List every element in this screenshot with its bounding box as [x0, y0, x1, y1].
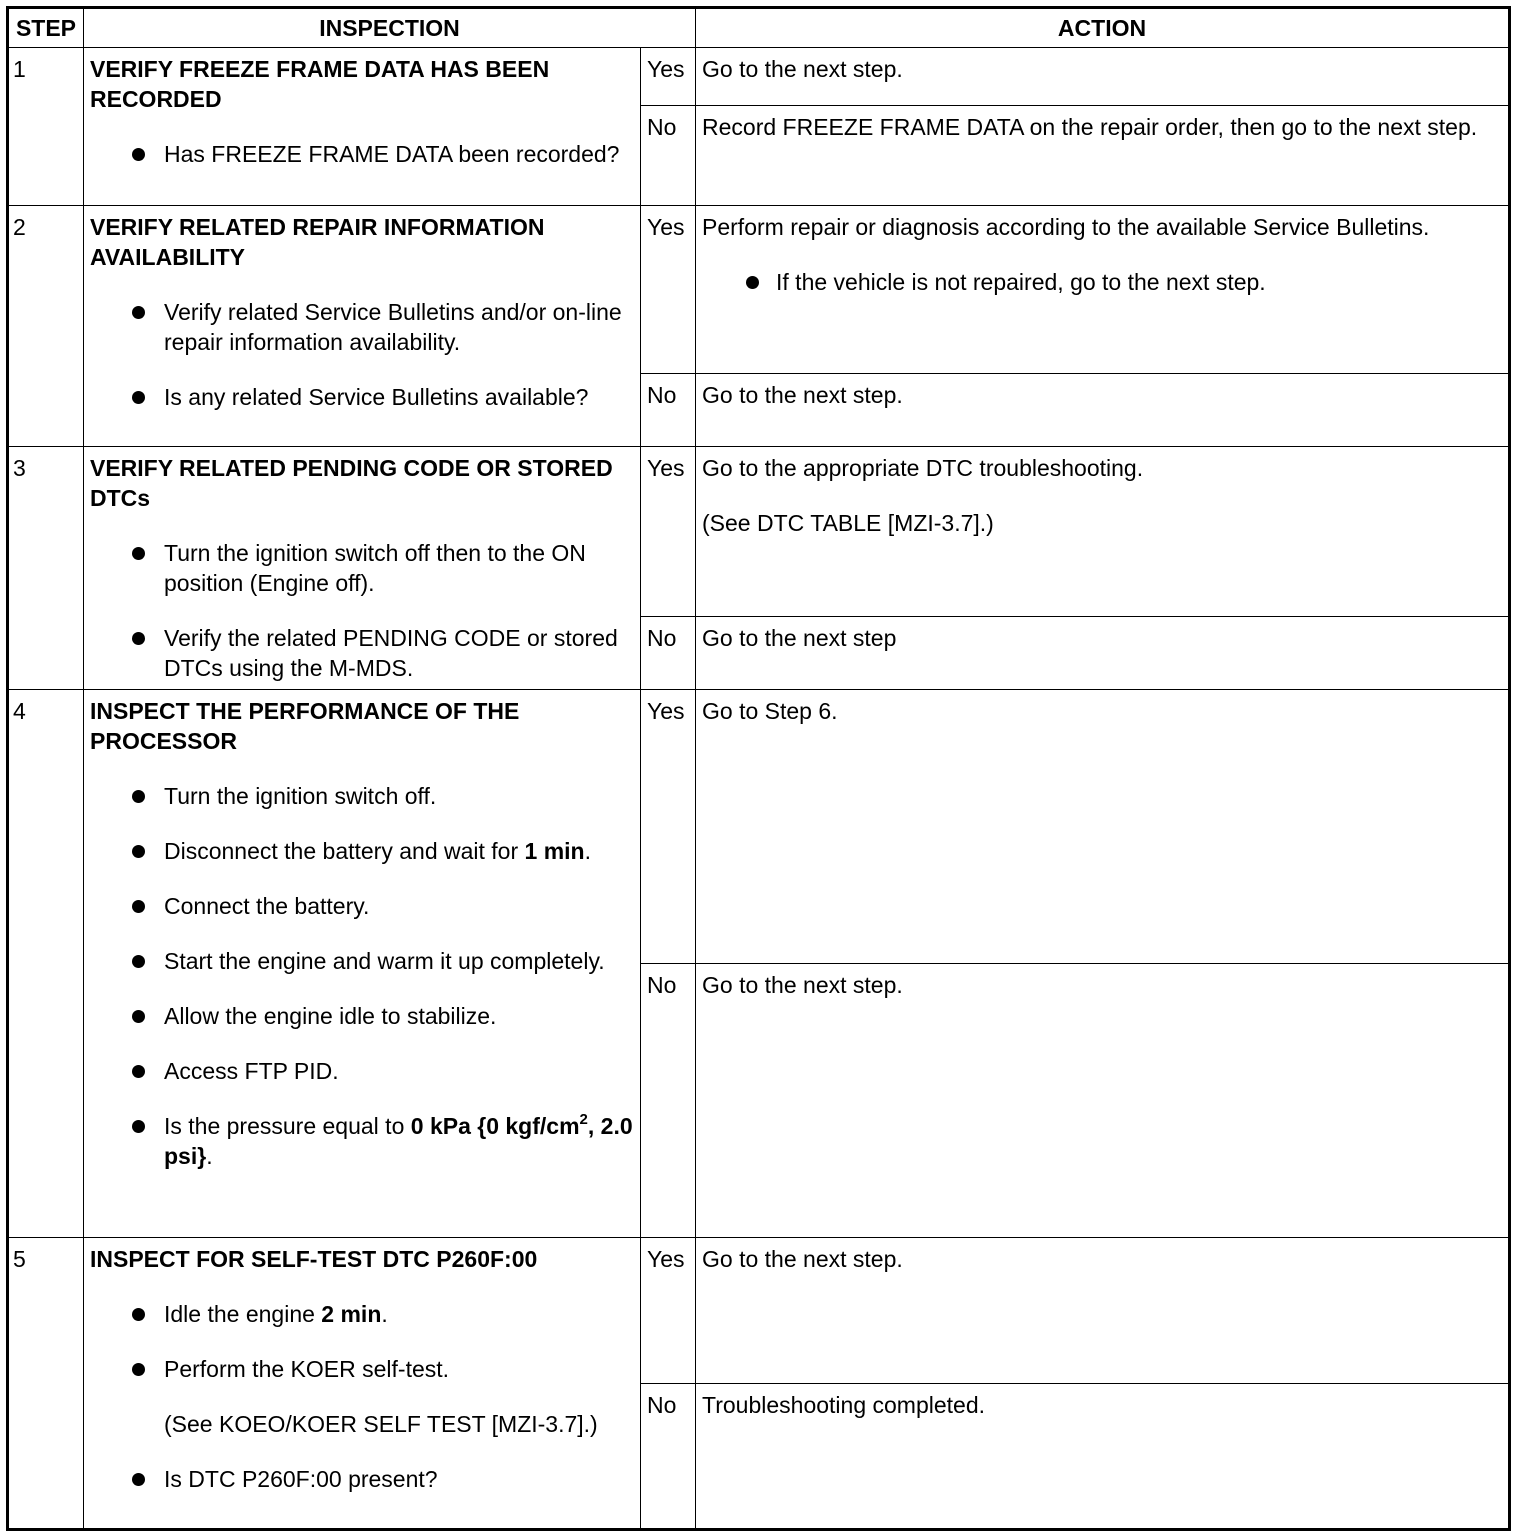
diagnostic-procedure-table	[6, 6, 1511, 1531]
step-inspection	[84, 206, 641, 447]
bullet-icon	[132, 547, 145, 560]
inspection-bullet: Turn the ignition switch off then to the ON position (Engine off).	[90, 538, 634, 598]
step-number: 5	[8, 1238, 84, 1530]
step-title: VERIFY FREEZE FRAME DATA HAS BEEN RECORDED	[90, 56, 550, 112]
step-3-yes-row	[8, 447, 1510, 617]
step-number: 3	[8, 447, 84, 690]
reference-note: (See DTC TABLE [MZI-3.7].)	[702, 510, 994, 536]
inspection-bullet: Start the engine and warm it up completely.	[90, 946, 634, 976]
inspection-bullet: Is any related Service Bulletins available?	[90, 382, 634, 412]
header-action: ACTION	[696, 8, 1510, 48]
yes-label: Yes	[641, 206, 696, 374]
inspection-bullet: Has FREEZE FRAME DATA been recorded?	[90, 139, 634, 169]
no-label: No	[641, 1384, 696, 1530]
step-4-yes-row	[8, 690, 1510, 964]
step-2-yes-row	[8, 206, 1510, 374]
step-number: 4	[8, 690, 84, 1238]
no-label: No	[641, 964, 696, 1238]
bullet-icon	[132, 790, 145, 803]
bullet-icon	[132, 1010, 145, 1023]
bullet-icon	[132, 1363, 145, 1376]
step-title: VERIFY RELATED REPAIR INFORMATION AVAILABILITY	[90, 214, 545, 270]
inspection-bullet: Access FTP PID.	[90, 1056, 634, 1086]
inspection-bullet: Turn the ignition switch off.	[90, 781, 634, 811]
no-action: Go to the next step	[696, 616, 1510, 689]
inspection-bullet: Verify the related PENDING CODE or stored DTCs using the M-MDS.	[90, 623, 634, 683]
step-title: INSPECT THE PERFORMANCE OF THE PROCESSOR	[90, 698, 520, 754]
yes-label: Yes	[641, 447, 696, 617]
header-step: STEP	[8, 8, 84, 48]
yes-action: Go to the appropriate DTC troubleshooting. (See DTC TABLE [MZI-3.7].)	[696, 447, 1510, 617]
action-bullet: If the vehicle is not repaired, go to the next step.	[702, 267, 1502, 297]
no-label: No	[641, 616, 696, 689]
yes-action: Go to Step 6.	[696, 690, 1510, 964]
bullet-icon	[132, 1065, 145, 1078]
inspection-bullet: Allow the engine idle to stabilize.	[90, 1001, 634, 1031]
inspection-bullet: Perform the KOER self-test.	[90, 1354, 634, 1384]
step-1-yes-row	[8, 48, 1510, 106]
bullet-icon	[132, 391, 145, 404]
yes-action: Go to the next step.	[696, 1238, 1510, 1384]
bullet-icon	[132, 632, 145, 645]
no-action: Troubleshooting completed.	[696, 1384, 1510, 1530]
step-inspection	[84, 48, 641, 206]
bullet-icon	[132, 1120, 145, 1133]
yes-label: Yes	[641, 1238, 696, 1384]
step-title: INSPECT FOR SELF-TEST DTC P260F:00	[90, 1246, 538, 1272]
idle-time: 2 min	[321, 1301, 382, 1327]
inspection-bullet: Disconnect the battery and wait for 1 min.	[90, 836, 634, 866]
header-row	[8, 8, 1510, 48]
bullet-icon	[132, 845, 145, 858]
bullet-icon	[132, 1308, 145, 1321]
pressure-spec: 0 kPa {0 kgf/$cm^2$, 2.0 psi}	[164, 1111, 633, 1169]
bullet-icon	[746, 276, 759, 289]
yes-action: Go to the next step.	[696, 48, 1510, 106]
bullet-icon	[132, 1473, 145, 1486]
inspection-bullet: Idle the engine 2 min.	[90, 1299, 634, 1329]
bullet-icon	[132, 148, 145, 161]
no-action: Go to the next step.	[696, 964, 1510, 1238]
step-inspection	[84, 690, 641, 1238]
bullet-icon	[132, 900, 145, 913]
no-label: No	[641, 106, 696, 206]
header-inspection: INSPECTION	[84, 8, 696, 48]
no-action: Go to the next step.	[696, 374, 1510, 447]
inspection-bullet: Verify related Service Bulletins and/or on-line repair information availability.	[90, 297, 634, 357]
step-number: 1	[8, 48, 84, 206]
bullet-icon	[132, 306, 145, 319]
inspection-bullet: Is DTC P260F:00 present?	[90, 1464, 634, 1494]
inspection-bullet: Connect the battery.	[90, 891, 634, 921]
no-action: Record FREEZE FRAME DATA on the repair order, then go to the next step.	[696, 106, 1510, 206]
wait-time: 1 min	[524, 838, 585, 864]
step-inspection	[84, 1238, 641, 1530]
inspection-bullet: Is the pressure equal to 0 kPa {0 kgf/$cm^2$, 2.0 psi}.	[90, 1111, 634, 1171]
step-number: 2	[8, 206, 84, 447]
step-inspection	[84, 447, 641, 690]
reference-note: (See KOEO/KOER SELF TEST [MZI-3.7].)	[164, 1411, 598, 1437]
step-title: VERIFY RELATED PENDING CODE OR STORED DTCs	[90, 455, 613, 511]
yes-label: Yes	[641, 48, 696, 106]
yes-label: Yes	[641, 690, 696, 964]
step-5-yes-row	[8, 1238, 1510, 1384]
yes-action: Perform repair or diagnosis according to the available Service Bulletins. If the vehicle is not repaired, go to the next step.	[696, 206, 1510, 374]
no-label: No	[641, 374, 696, 447]
bullet-icon	[132, 955, 145, 968]
